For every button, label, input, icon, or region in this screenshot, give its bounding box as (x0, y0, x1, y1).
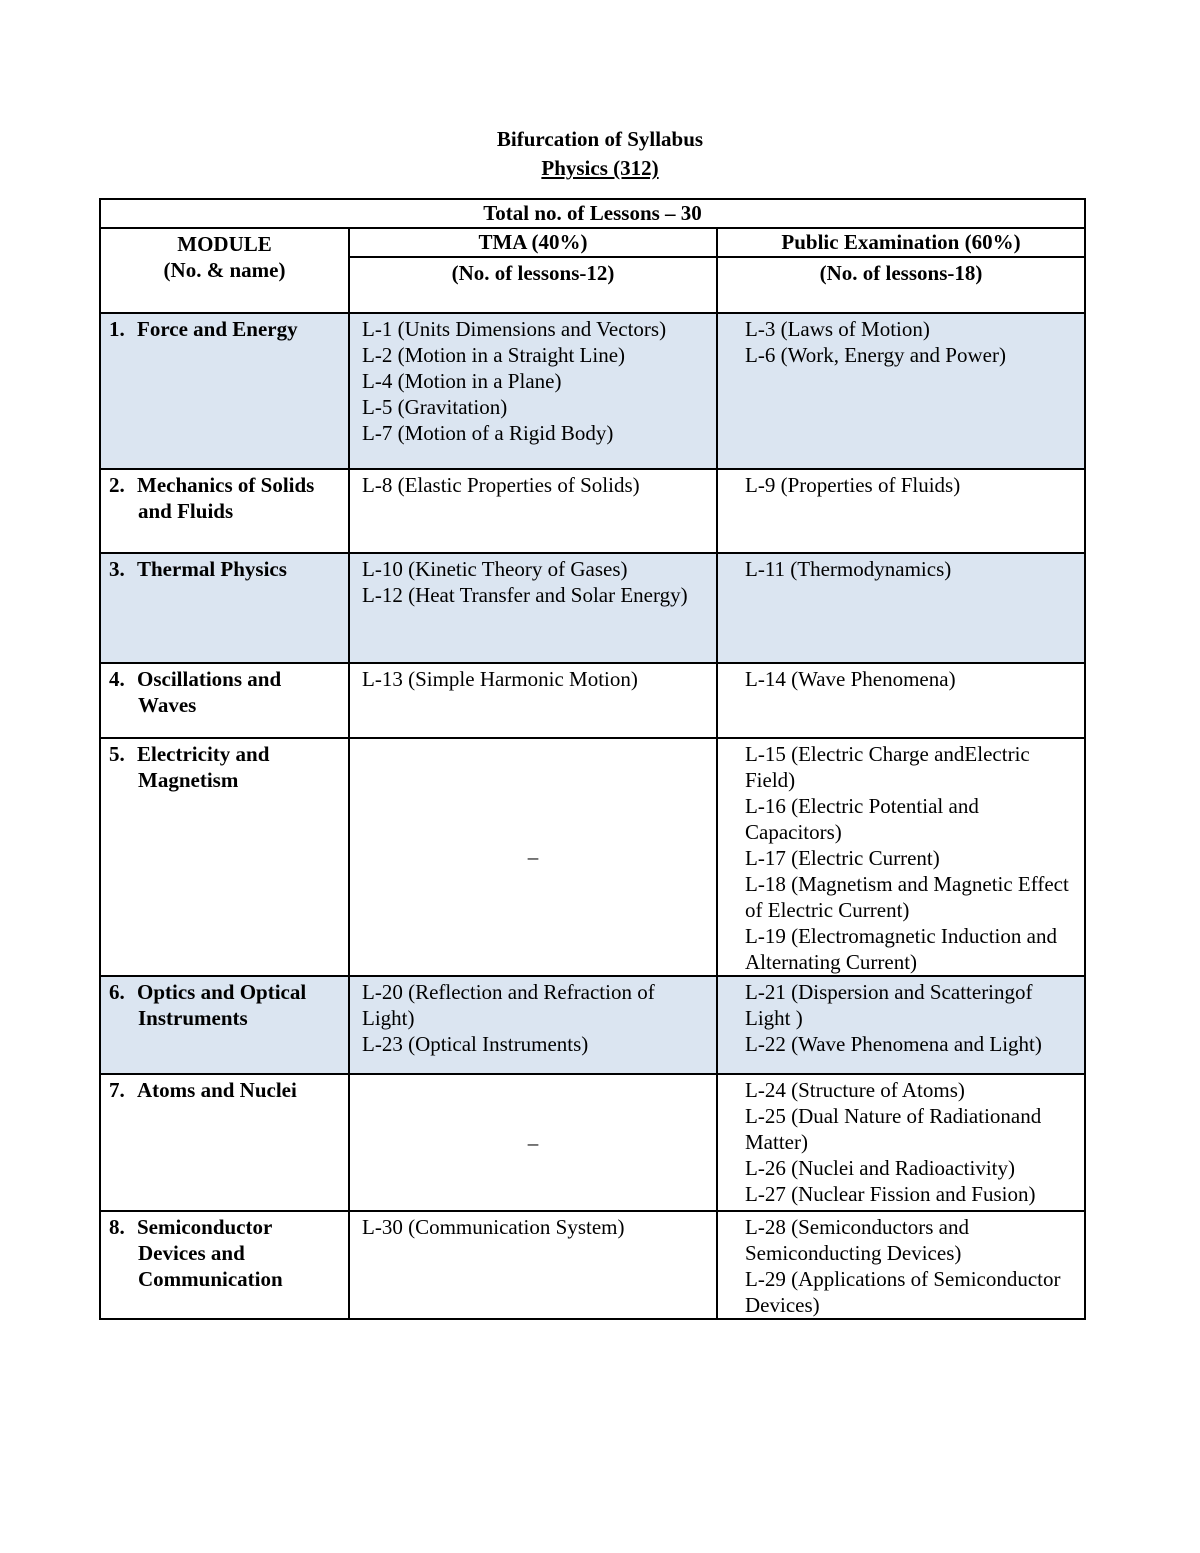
module-header-sublabel: (No. & name) (163, 258, 286, 282)
module-name (100, 553, 349, 663)
module-title-cont: Instruments (138, 1006, 248, 1030)
subject-code: Physics (312) (541, 156, 659, 180)
lesson-item: L-14 (Wave Phenomena) (745, 667, 956, 691)
lesson-item: L-26 (Nuclei and Radioactivity) (745, 1156, 1015, 1180)
lesson-item: L-21 (Dispersion and Scatteringof Light ) (745, 980, 1033, 1030)
table-row (100, 1211, 1085, 1319)
public-exam-lesson-count: (No. of lessons-18) (717, 257, 1085, 313)
lesson-item: L-5 (Gravitation) (362, 395, 508, 419)
lesson-item: L-2 (Motion in a Straight Line) (362, 343, 626, 367)
total-lessons-header: Total no. of Lessons – 30 (100, 199, 1085, 228)
lesson-item: L-20 (Reflection and Refraction of Light) (362, 980, 655, 1030)
lesson-item: L-16 (Electric Potential and Capacitors) (745, 794, 979, 844)
lesson-item: L-3 (Laws of Motion) (745, 317, 930, 341)
module-title: Mechanics of Solids (137, 473, 315, 497)
lesson-item: L-30 (Communication System) (362, 1215, 625, 1239)
module-number: 7. (109, 1078, 125, 1102)
lesson-item: L-24 (Structure of Atoms) (745, 1078, 965, 1102)
lesson-item: L-1 (Units Dimensions and Vectors) (362, 317, 667, 341)
module-title: Thermal Physics (137, 557, 287, 581)
table-row (100, 553, 1085, 663)
lesson-item: L-4 (Motion in a Plane) (362, 369, 562, 393)
module-title-cont: and Fluids (138, 499, 234, 523)
tma-lessons (349, 663, 717, 738)
public-exam-column-header: Public Examination (60%) (717, 228, 1085, 257)
public-exam-lessons (717, 1074, 1085, 1211)
lesson-item: L-11 (Thermodynamics) (745, 557, 952, 581)
module-name (100, 1211, 349, 1319)
lesson-item: L-22 (Wave Phenomena and Light) (745, 1032, 1042, 1056)
lesson-item: L-25 (Dual Nature of Radiationand Matter) (745, 1104, 1042, 1154)
module-number: 5. (109, 742, 125, 766)
lesson-item: L-17 (Electric Current) (745, 846, 940, 870)
lesson-item: L-7 (Motion of a Rigid Body) (362, 421, 614, 445)
lesson-item: L-27 (Nuclear Fission and Fusion) (745, 1182, 1036, 1206)
module-name (100, 738, 349, 976)
module-number: 4. (109, 667, 125, 691)
lesson-item: L-10 (Kinetic Theory of Gases) (362, 557, 628, 581)
module-title: Force and Energy (137, 317, 298, 341)
table-row (100, 469, 1085, 553)
tma-lesson-count: (No. of lessons-12) (349, 257, 717, 313)
public-exam-lessons (717, 313, 1085, 469)
module-title-cont: Communication (138, 1267, 283, 1291)
module-column-header (100, 228, 349, 313)
public-exam-lessons (717, 1211, 1085, 1319)
lesson-item: L-23 (Optical Instruments) (362, 1032, 589, 1056)
public-exam-lessons (717, 663, 1085, 738)
tma-lessons (349, 469, 717, 553)
module-name (100, 976, 349, 1074)
module-title-cont: Magnetism (138, 768, 239, 792)
public-exam-lessons (717, 553, 1085, 663)
document-subtitle (0, 154, 1200, 182)
public-exam-lessons (717, 738, 1085, 976)
module-title-cont: Waves (138, 693, 197, 717)
tma-lessons-empty: – (349, 738, 717, 976)
tma-column-header: TMA (40%) (349, 228, 717, 257)
module-title: Atoms and Nuclei (137, 1078, 297, 1102)
module-name (100, 469, 349, 553)
module-number: 8. (109, 1215, 125, 1239)
tma-lessons (349, 313, 717, 469)
lesson-item: L-8 (Elastic Properties of Solids) (362, 473, 640, 497)
table-row (100, 663, 1085, 738)
module-number: 6. (109, 980, 125, 1004)
tma-lessons-empty: – (349, 1074, 717, 1211)
table-row (100, 738, 1085, 976)
module-header-label: MODULE (177, 232, 272, 256)
module-number: 1. (109, 317, 125, 341)
module-title: Oscillations and (137, 667, 282, 691)
module-title: Optics and Optical (137, 980, 307, 1004)
module-title: Electricity and (137, 742, 270, 766)
module-name (100, 663, 349, 738)
module-title: Semiconductor (137, 1215, 273, 1239)
tma-lessons (349, 553, 717, 663)
module-title-cont: Devices and (138, 1241, 245, 1265)
lesson-item: L-15 (Electric Charge andElectric Field) (745, 742, 1030, 792)
module-number: 2. (109, 473, 125, 497)
lesson-item: L-18 (Magnetism and Magnetic Effect of Electric Current) (745, 872, 1069, 922)
lesson-item: L-9 (Properties of Fluids) (745, 473, 961, 497)
table-row (100, 1074, 1085, 1211)
public-exam-lessons (717, 976, 1085, 1074)
lesson-item: L-13 (Simple Harmonic Motion) (362, 667, 638, 691)
module-number: 3. (109, 557, 125, 581)
module-name (100, 1074, 349, 1211)
public-exam-lessons (717, 469, 1085, 553)
lesson-item: L-12 (Heat Transfer and Solar Energy) (362, 583, 688, 607)
lesson-item: L-6 (Work, Energy and Power) (745, 343, 1006, 367)
lesson-item: L-19 (Electromagnetic Induction and Alternating Current) (745, 924, 1057, 974)
lesson-item: L-28 (Semiconductors and Semiconducting Devices) (745, 1215, 969, 1265)
syllabus-table (99, 198, 1086, 1320)
table-row (100, 313, 1085, 469)
table-row (100, 976, 1085, 1074)
lesson-item: L-29 (Applications of Semiconductor Devices) (745, 1267, 1061, 1317)
module-name (100, 313, 349, 469)
tma-lessons (349, 1211, 717, 1319)
tma-lessons (349, 976, 717, 1074)
document-title: Bifurcation of Syllabus (496, 127, 704, 151)
